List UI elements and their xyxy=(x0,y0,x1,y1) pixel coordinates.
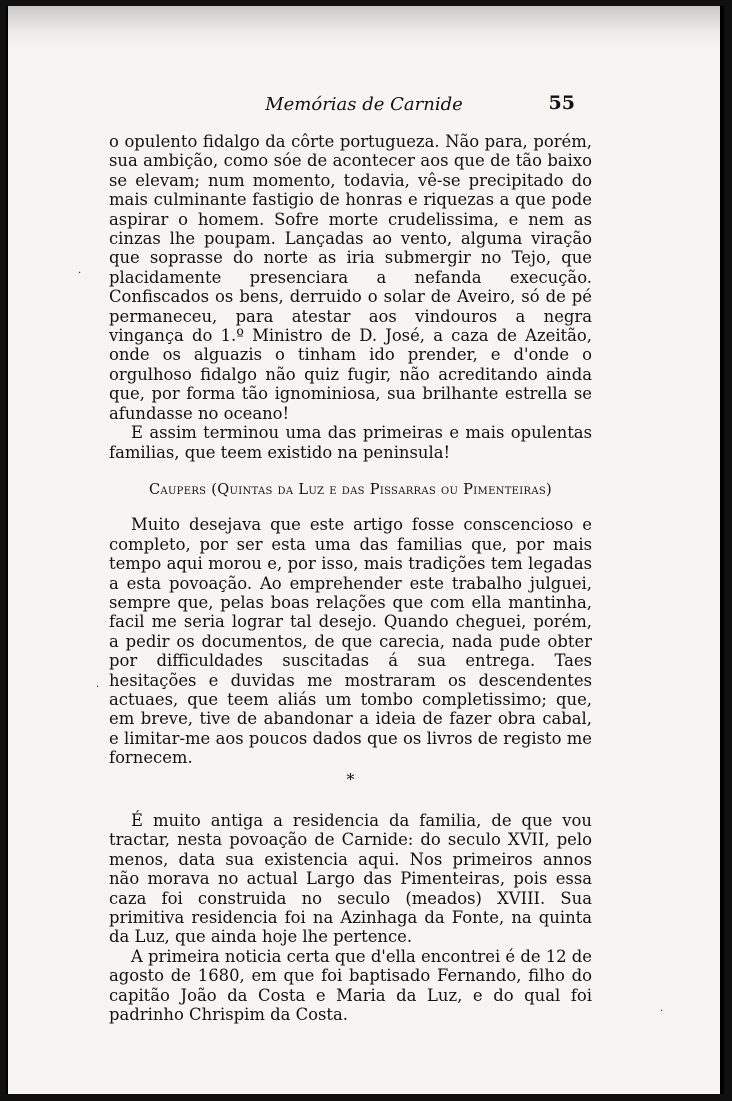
scan-shadow xyxy=(8,6,720,50)
page-number: 55 xyxy=(548,92,575,114)
paragraph: A primeira noticia certa que d'ella encontrei é de 12 de agosto de 1680, em que foi baptisado Fernando, filho do capitão João da Costa e Maria da Luz, e do qual foi padrinho Chrispim da Costa. xyxy=(109,946,592,1025)
paragraph: Muito desejava que este artigo fosse conscencioso e completo, por ser esta uma das familias que, por mais tempo aqui morou e, por isso, mais tradições tem legadas a esta povoação. Ao emprehender este trabalho julguei, sempre que, pelas boas relações que com ella mantinha, facil me seria lograr tal desejo. Quando cheguei, porém, a pedir os documentos, de que carecia, nada pude obter por difficuldades suscitadas á sua entrega. Taes hesitações e duvidas me mostraram os descendentes actuaes, que teem aliás um tombo completissimo; que, em breve, tive de abandonar a ideia de fazer obra cabal, e limitar-me aos poucos dados que os livros de registo me fornecem. xyxy=(109,515,592,768)
book-page xyxy=(6,6,724,1094)
page-body xyxy=(109,132,592,1024)
speck-mark: · xyxy=(660,1006,664,1017)
paragraph: o opulento fidalgo da côrte portugueza. Não para, porém, sua ambição, como sóe de acontecer aos que de tão baixo se elevam; num momento, todavia, vê-se precipitado do mais culminante fastigio de honras e riquezas a que pode aspirar o homem. Sofre morte crudelissima, e nem as cinzas lhe poupam. Lançadas ao vento, alguma viração que soprasse do norte as iria submergir no Tejo, que placidamente presenciara a nefanda execução. Confiscados os bens, derruido o solar de Aveiro, só de pé permaneceu, para atestar aos vindouros a negra vingança do 1.º Ministro de D. José, a caza de Azeitão, onde os alguazis o tinham ido prender, e d'onde o orgulhoso fidalgo não quiz fugir, não acreditando ainda que, por forma tão ignominiosa, sua brilhante estrella se afundasse no oceano! xyxy=(109,132,592,423)
paragraph: E assim terminou uma das primeiras e mais opulentas familias, que teem existido na peninsula! xyxy=(109,423,592,462)
section-separator: * xyxy=(346,769,355,789)
speck-mark: · xyxy=(96,682,100,693)
paragraph: É muito antiga a residencia da familia, de que vou tractar, nesta povoação de Carnide: do seculo XVII, pelo menos, data sua existencia aqui. Nos primeiros annos não morava no actual Largo das Pimenteiras, pois essa caza foi construida no seculo (meados) XVIII. Sua primitiva residencia foi na Azinhaga da Fonte, na quinta da Luz, que ainda hoje lhe pertence. xyxy=(109,811,592,947)
section-heading: Caupers (Quintas da Luz e das Pissarras ou Pimenteiras) xyxy=(148,480,553,498)
speck-mark: · xyxy=(78,268,82,279)
page-header xyxy=(8,92,720,122)
running-title: Memórias de Carnide xyxy=(265,94,463,115)
